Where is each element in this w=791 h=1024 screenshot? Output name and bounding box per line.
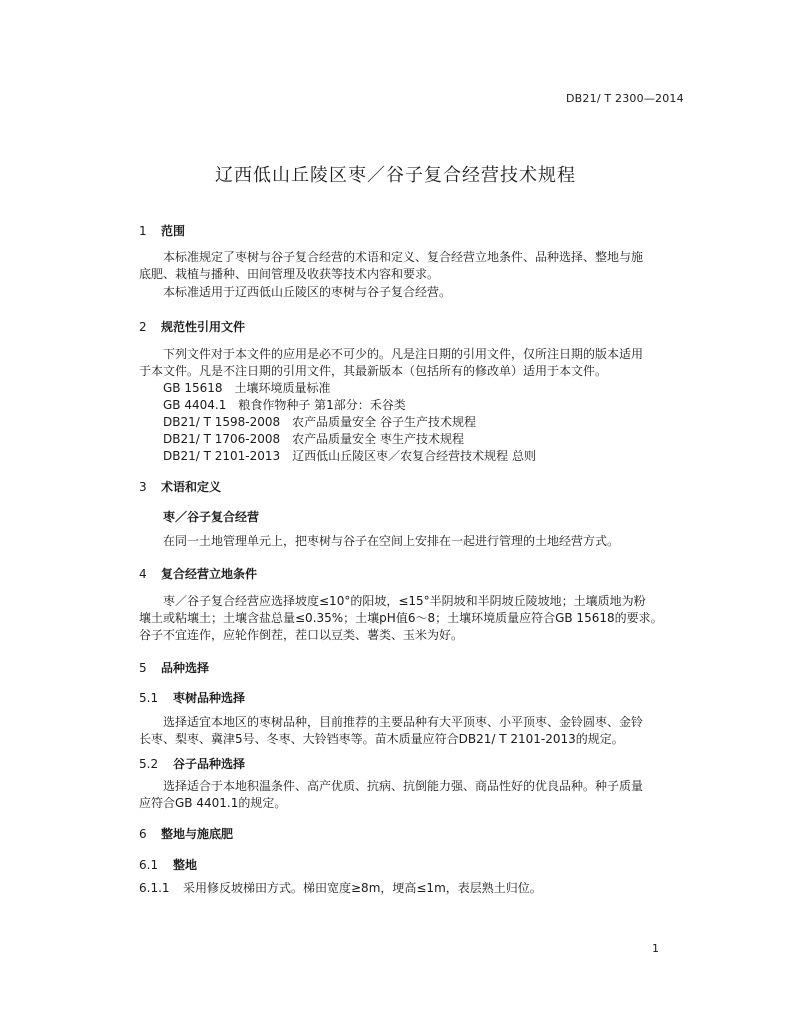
section-3-heading: [139, 478, 221, 495]
paragraph: 谷子不宜连作，应轮作倒茬，茬口以豆类、薯类、玉米为好。: [139, 628, 464, 642]
paragraph: 应符合GB 4401.1的规定。: [139, 796, 287, 810]
paragraph: 本标准适用于辽西低山丘陵区的枣树与谷子复合经营。: [163, 285, 452, 299]
section-5-heading: [139, 659, 209, 676]
reference-item: DB21/ T 1706-2008 农产品质量安全 枣生产技术规程: [163, 432, 464, 446]
paragraph: 壤土或粘壤土；土壤含盐总量≤0.35%；土壤pH值6～8；土壤环境质量应符合GB 15618的要求。: [139, 611, 663, 625]
term-title: 枣／谷子复合经营: [163, 510, 260, 524]
standard-number: DB21/ T 2300—2014: [566, 92, 684, 105]
section-title: 复合经营立地条件: [161, 567, 258, 581]
paragraph: 选择适宜本地区的枣树品种，目前推荐的主要品种有大平顶枣、小平顶枣、金铃圆枣、金铃: [163, 715, 644, 729]
section-number: 6.1: [139, 858, 159, 872]
clause-6-1-1: [139, 880, 542, 896]
section-number: 3: [139, 480, 147, 494]
section-4-heading: [139, 565, 257, 582]
section-title: 整地: [173, 858, 198, 872]
section-title: 谷子品种选择: [173, 757, 246, 771]
paragraph: 长枣、梨枣、冀津5号、冬枣、大铃铛枣等。苗木质量应符合DB21/ T 2101-2013的规定。: [139, 732, 624, 746]
section-title: 范围: [161, 224, 186, 238]
page-number: 1: [652, 942, 659, 955]
section-2-heading: [139, 318, 245, 335]
section-title: 枣树品种选择: [173, 691, 246, 705]
section-title: 规范性引用文件: [161, 320, 246, 334]
term-definition: 在同一土地管理单元上，把枣树与谷子在空间上安排在一起进行管理的土地经营方式。: [163, 534, 620, 548]
reference-item: GB 4404.1 粮食作物种子 第1部分：禾谷类: [163, 398, 406, 412]
paragraph: 枣／谷子复合经营应选择坡度≤10°的阳坡，≤15°半阴坡和半阴坡丘陵坡地；土壤质地为粉: [163, 594, 646, 608]
section-6-heading: [139, 825, 233, 842]
section-number: 5.1: [139, 691, 159, 705]
section-number: 4: [139, 567, 147, 581]
section-title: 品种选择: [161, 661, 210, 675]
clause-number: 6.1.1: [139, 881, 170, 895]
section-number: 1: [139, 224, 147, 238]
section-1-heading: [139, 222, 185, 239]
paragraph: 下列文件对于本文件的应用是必不可少的。凡是注日期的引用文件，仅所注日期的版本适用: [163, 347, 644, 361]
reference-item: DB21/ T 2101-2013 辽西低山丘陵区枣／农复合经营技术规程 总则: [163, 449, 536, 463]
subsection-5-2-heading: [139, 755, 245, 772]
clause-text: 采用修反坡梯田方式。梯田宽度≥8m，埂高≤1m，表层熟土归位。: [183, 881, 542, 895]
document-title: 辽西低山丘陵区枣／谷子复合经营技术规程: [215, 165, 576, 186]
reference-item: GB 15618 土壤环境质量标准: [163, 381, 331, 395]
section-title: 整地与施底肥: [161, 827, 234, 841]
subsection-6-1-heading: [139, 856, 197, 873]
paragraph: 选择适合于本地积温条件、高产优质、抗病、抗倒能力强、商品性好的优良品种。种子质量: [163, 779, 644, 793]
paragraph: 于本文件。凡是不注日期的引用文件，其最新版本（包括所有的修改单）适用于本文件。: [139, 364, 608, 378]
section-number: 5.2: [139, 757, 159, 771]
subsection-5-1-heading: [139, 689, 245, 706]
section-title: 术语和定义: [161, 480, 222, 494]
section-number: 6: [139, 827, 147, 841]
paragraph: 底肥、栽植与播种、田间管理及收获等技术内容和要求。: [139, 267, 440, 281]
section-number: 5: [139, 661, 147, 675]
section-number: 2: [139, 320, 147, 334]
paragraph: 本标准规定了枣树与谷子复合经营的术语和定义、复合经营立地条件、品种选择、整地与施: [163, 250, 644, 264]
reference-item: DB21/ T 1598-2008 农产品质量安全 谷子生产技术规程: [163, 415, 476, 429]
